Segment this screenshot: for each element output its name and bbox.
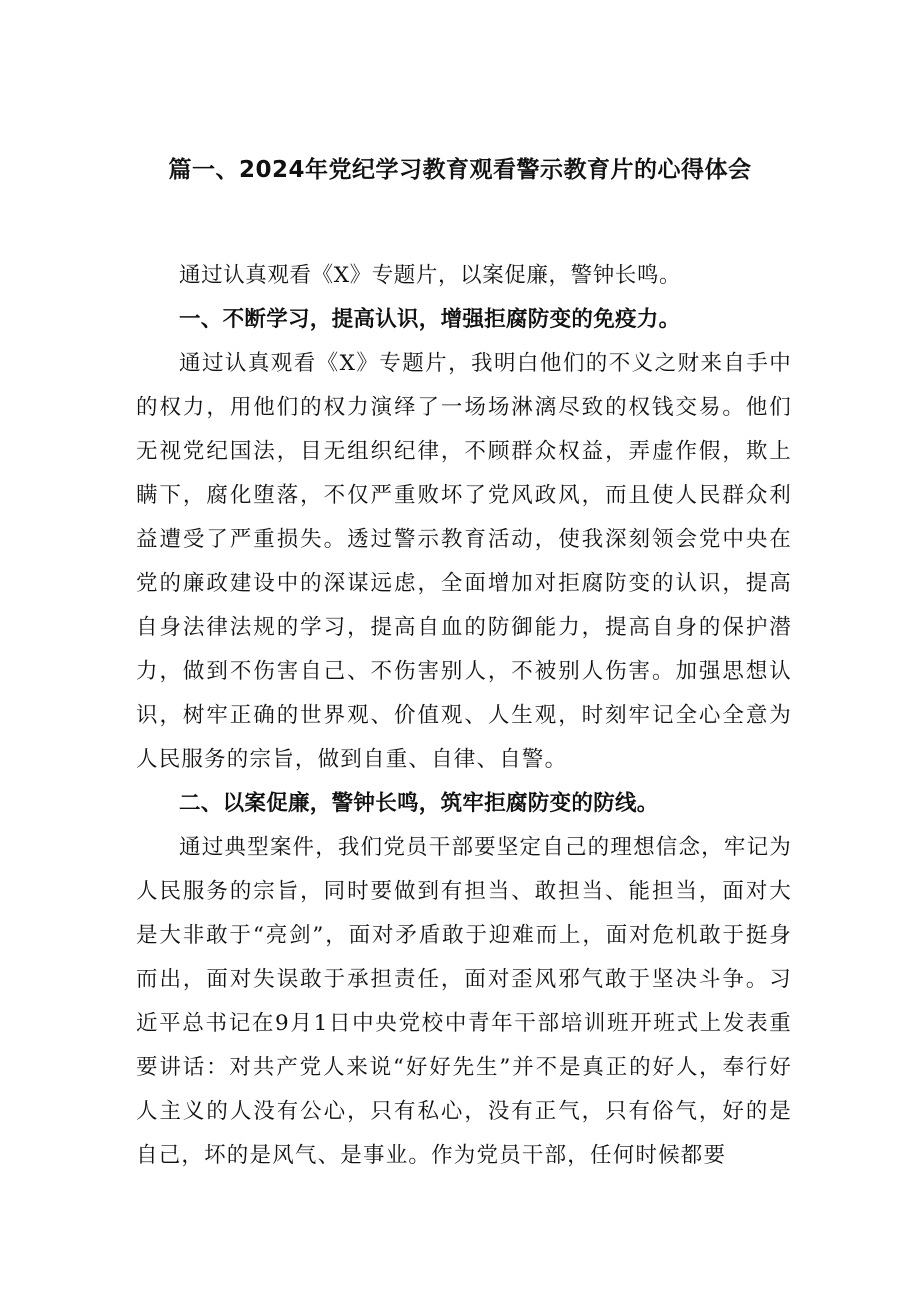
document-body: [136, 254, 792, 1178]
intro-paragraph: 通过认真观看《X》专题片，以案促廉，警钟长鸣。: [179, 263, 682, 288]
section-2-paragraph: 通过典型案件，我们党员干部要坚定自己的理想信念，牢记为人民服务的宗旨，同时要做到有担当、敢担当、能担当，面对大是大非敢于“亮剑”，面对矛盾敢于迎难而上，面对危机敢于挺身而出，面对失误敢于承担责任，面对歪风邪气敢于坚决斗争。习近平总书记在9月1日中央党校中青年干部培训班开班式上发表重要讲话：对共产党人来说“好好先生”并不是真正的好人，奉行好人主义的人没有公心，只有私心，没有正气，只有俗气，好的是自己，坏的是风气、是事业。作为党员干部，任何时候都要: [136, 835, 792, 1168]
document-title: 篇一、2024年党纪学习教育观看警示教育片的心得体会: [168, 157, 752, 183]
section-1-paragraph: 通过认真观看《X》专题片，我明白他们的不义之财来自手中的权力，用他们的权力演绎了一场场淋漓尽致的权钱交易。他们无视党纪国法，目无组织纪律，不顾群众权益，弄虚作假，欺上瞒下，腐化堕落，不仅严重败坏了党风政风，而且使人民群众利益遭受了严重损失。透过警示教育活动，使我深刻领会党中央在党的廉政建设中的深谋远虑，全面增加对拒腐防变的认识，提高自身法律法规的学习，提高自血的防御能力，提高自身的保护潜力，做到不伤害自己、不伤害别人，不被别人伤害。加强思想认识，树牢正确的世界观、价值观、人生观，时刻牢记全心全意为人民服务的宗旨，做到自重、自律、自警。: [136, 351, 792, 772]
section-1-heading: 一、不断学习，提高认识，增强拒腐防变的免疫力。: [179, 307, 681, 332]
section-2-heading: 二、以案促廉，警钟长鸣，筑牢拒腐防变的防线。: [179, 791, 659, 816]
